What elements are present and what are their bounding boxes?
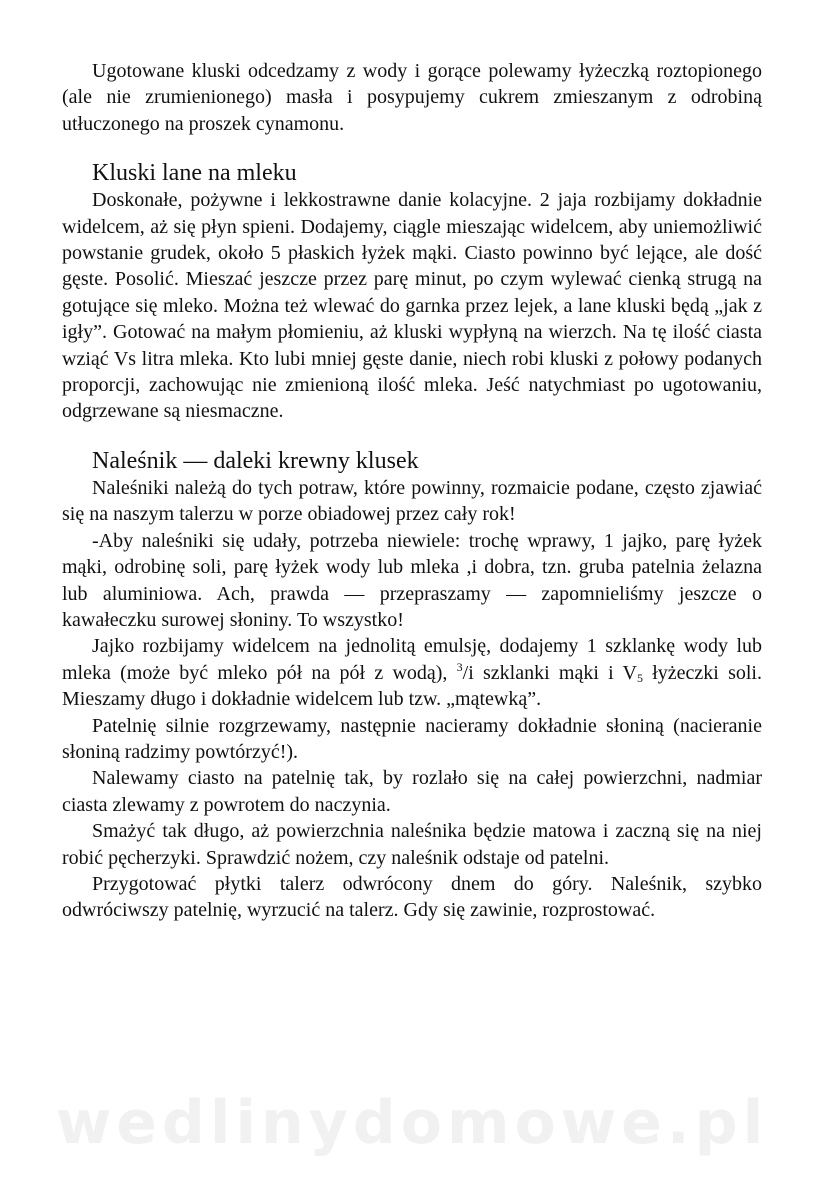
section-paragraph-kluski-lane: Doskonałe, pożywne i lekkostrawne danie kolacyjne. 2 jaja rozbijamy dokładnie widelcem, aż się płyn spieni. Dodajemy, ciągle mieszając widelcem, aby uniemożliwić powstanie grudek, około 5 płaskich łyżek mąki. Ciasto powinno być lejące, ale dość gęste. Posolić. Mieszać jeszcze przez parę minut, po czym wylewać cienką strugą na gotujące się mleko. Można też wlewać do garnka przez lejek, a lane kluski będą „jak z igły”. Gotować na małym płomieniu, aż kluski wypłyną na wierzch. Na tę ilość ciasta wziąć Vs litra mleka. Kto lubi mniej gęste danie, niech robi kluski z połowy podanych proporcji, zachowując nie zmienioną ilość mleka. Jeść natychmiast po ugotowaniu, odgrzewane są niesmaczne. [62, 189, 762, 423]
nalesnik-paragraph-1: Naleśniki należą do tych potraw, które powinny, rozmaicie podane, często zjawiać się na naszym talerzu w porze obiadowej przez cały rok! [62, 476, 762, 526]
nalesnik-paragraph-7: Przygotować płytki talerz odwrócony dnem do góry. Naleśnik, szybko odwróciwszy patelnię, wyrzucić na talerz. Gdy się zawinie, rozprostować. [62, 872, 762, 922]
nalesnik-paragraph-6: Smażyć tak długo, aż powierzchnia naleśnika będzie matowa i zaczną się na niej robić pęcherzyki. Sprawdzić nożem, czy naleśnik odstaje od patelni. [62, 820, 762, 869]
intro-paragraph: Ugotowane kluski odcedzamy z wody i gorące polewamy łyżeczką roztopionego (ale nie zrumienionego) masła i posypujemy cukrem zmieszanym z odrobiną utłuczonego na proszek cynamonu. [62, 60, 762, 135]
nalesnik-paragraph-3 [62, 633, 762, 712]
section-heading-kluski-lane: Kluski lane na mleku [92, 160, 297, 187]
nalesnik-paragraph-4: Patelnię silnie rozgrzewamy, następnie nacieramy dokładnie słoniną (nacieranie słoniną radzimy powtórzyć!). [62, 714, 762, 763]
section-spacer [62, 137, 762, 159]
nalesnik-paragraph-3-part-b: /i szklanki mąki i V [462, 661, 637, 684]
nalesnik-paragraph-2: -Aby naleśniki się udały, potrzeba niewiele: trochę wprawy, 1 jajko, parę łyżek mąki, odrobinę soli, parę łyżek wody lub mleka ,i dobra, tzn. gruba patelnia żelazna lub aluminiowa. Ach, prawda — przepraszamy — zapomnieliśmy jeszcze o kawałeczku surowej słoniny. To wszystko! [62, 529, 762, 631]
nalesnik-paragraph-5: Nalewamy ciasto na patelnię tak, by rozlało się na całej powierzchni, nadmiar ciasta zlewamy z powrotem do naczynia. [62, 767, 762, 816]
document-page [62, 58, 762, 924]
section-heading-nalesnik: Naleśnik — daleki krewny klusek [92, 447, 419, 474]
section-spacer [62, 425, 762, 447]
nalesnik-paragraph-3-part-a: Jajko rozbijamy widelcem na jednolitą emulsję, dodajemy 1 szklankę wody lub mleka (może być mleko pół na pół z wodą), [62, 635, 762, 684]
fraction-subscript: 5 [636, 670, 643, 685]
fraction-superscript: 3 [456, 659, 463, 674]
nalesnik-paragraph-3-part-c: łyżeczki soli. Mieszamy długo i dokładnie widelcem lub tzw. „mątewką”. [62, 661, 762, 711]
watermark-text: wedlinydomowe.pl [55, 1088, 769, 1158]
